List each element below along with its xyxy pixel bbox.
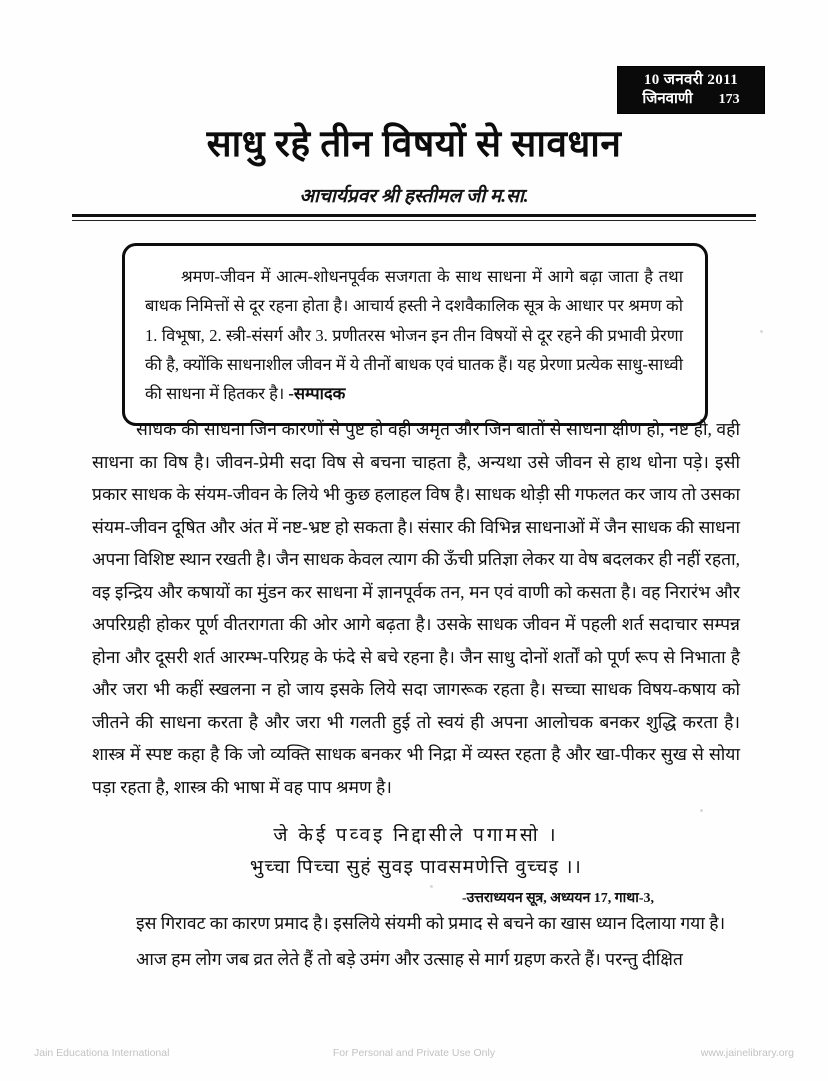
page-title: साधु रहे तीन विषयों से सावधान (206, 124, 622, 165)
verse-line-2: भुच्चा पिच्चा सुहं सुवइ पावसमणेत्ति वुच्चइ ।। (249, 857, 583, 879)
editorial-note-text (145, 262, 683, 409)
magazine-name: जिनवाणी (642, 90, 693, 107)
editorial-note-box (122, 243, 708, 426)
page-number: 173 (718, 91, 740, 107)
editorial-note-body: श्रमण-जीवन में आत्म-शोधनपूर्वक सजगता के साथ साधना में आगे बढ़ा जाता है तथा बाधक निमित्तों से दूर रहना होता है। आचार्य हस्ती ने दशवैकालिक सूत्र के आधार पर श्रमण को 1. विभूषा, 2. स्त्री-संसर्ग और 3. प्रणीतरस भोजन इन तीन विषयों से दूर रहने की प्रभावी प्रेरणा की है, क्योंकि साधनाशील जीवन में ये तीनों बाधक एवं घातक हैं। यह प्रेरणा प्रत्येक साधु-साध्वी की साधना में हितकर है। (145, 267, 683, 404)
body-paragraph-1: साधक की साधना जिन कारणों से पुष्ट हो वही अमृत और जिन बातों से साधना क्षीण हो, नष्ट हो, वही साधना का विष है। जीवन-प्रेमी सदा विष से बचना चाहता है, अन्यथा उसे जीवन से हाथ धोना पड़े। इसी प्रकार साधक के संयम-जीवन के लिये भी कुछ हलाहल विष है। साधक थोड़ी सी गफलत कर जाय तो उसका संयम-जीवन दूषित और अंत में नष्ट-भ्रष्ट हो सकता है। संसार की विभिन्न साधनाओं में जैन साधक की साधना अपना विशिष्ट स्थान रखती है। जैन साधक केवल त्याग की ऊँची प्रतिज्ञा लेकर या वेष बदलकर ही नहीं रहता, वइ इन्द्रिय और कषायों का मुंडन कर साधना में ज्ञानपूर्वक तन, मन एवं वाणी को कसता है। वह निरारंभ और अपरिग्रही होकर पूर्ण वीतरागता की ओर आगे बढ़ता है। उसके साधक जीवन में पहली शर्त सदाचार सम्पन्न होना और दूसरी शर्त आरम्भ-परिग्रह के फंदे से बचे रहना है। जैन साधु दोनों शर्तों को पूर्ण रूप से निभाता है और जरा भी कहीं स्खलना न हो जाय इसके लिये सदा जागरूक रहता है। सच्चा साधक विषय-कषाय को जीतने की साधना करता है और जरा भी गलती हुई तो स्वयं ही अपना आलोचक बनकर शुद्धि करता है। शास्त्र में स्पष्ट कहा है कि जो व्यक्ति साधक बनकर भी निद्रा में व्यस्त रहता है और खा-पीकर सुख से सोया पड़ा रहता है, शास्त्र की भाषा में वह पाप श्रमण है। (92, 419, 740, 798)
editorial-note-signature: -सम्पादक (288, 384, 346, 404)
page-footer (0, 1047, 828, 1059)
verse-line-1: जे केई पव्वइ निद्दासीले पगामसो । (273, 824, 559, 846)
divider-rule (72, 214, 756, 221)
scan-artifact (760, 330, 763, 333)
body-paragraph-2: इस गिरावट का कारण प्रमाद है। इसलिये संयमी को प्रमाद से बचने का खास ध्यान दिलाया गया है। (136, 912, 726, 933)
issue-magazine-row (642, 91, 739, 108)
footer-usage-notice: For Personal and Private Use Only (332, 1047, 496, 1059)
divider-rule-thick (72, 214, 756, 217)
article-byline: आचार्यप्रवर श्री हस्तीमल जी म.सा. (299, 186, 529, 207)
divider-rule-thin (72, 220, 756, 221)
body-paragraph-3: आज हम लोग जब व्रत लेते हैं तो बड़े उमंग और उत्साह से मार्ग ग्रहण करते हैं। परन्तु दीक्षित (136, 949, 683, 970)
issue-date: 10 जनवरी 2011 (643, 72, 739, 88)
issue-stamp (617, 66, 765, 114)
footer-organization: Jain Educationa International (34, 1047, 170, 1059)
scripture-verse (92, 820, 740, 885)
body-column (92, 413, 740, 976)
footer-website: www.jainelibrary.org (700, 1047, 794, 1059)
verse-citation: -उत्तराध्ययन सूत्र, अध्ययन 17, गाथा-3, (461, 890, 654, 906)
